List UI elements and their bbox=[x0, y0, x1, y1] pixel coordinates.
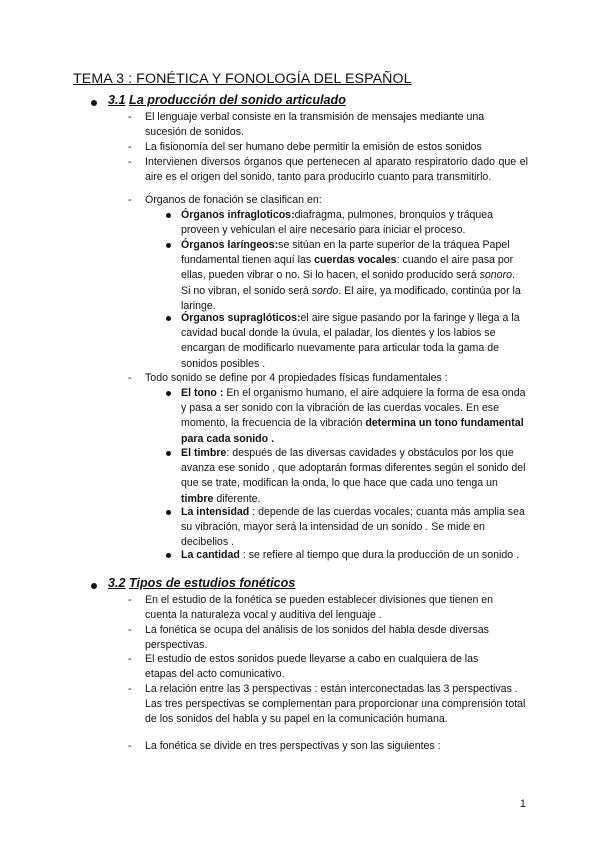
section-bullet bbox=[91, 583, 97, 589]
organ-item bbox=[181, 311, 527, 372]
section-number: 3.1 bbox=[108, 93, 126, 107]
property-emphasis: timbre bbox=[181, 492, 214, 505]
organ-term: Órganos supraglóticos: bbox=[181, 312, 301, 324]
dash-marker: - bbox=[128, 594, 132, 606]
dash-marker: - bbox=[128, 624, 132, 636]
property-term: La cantidad bbox=[181, 549, 240, 561]
property-item bbox=[181, 386, 527, 447]
dash-marker: - bbox=[128, 141, 132, 153]
bullet-dot bbox=[166, 316, 171, 321]
property-term: La intensidad bbox=[181, 506, 250, 518]
organ-item bbox=[181, 238, 525, 314]
section-title: La producción del sonido articulado bbox=[129, 93, 346, 107]
organ-text: diafragma, pulmones, bronquios y tráquea proveen y vehiculan el aire necesario para iniciar el proceso. bbox=[181, 209, 494, 237]
section-title: Tipos de estudios fonéticos bbox=[129, 576, 296, 590]
paragraph: Todo sonido se define por 4 propiedades físicas fundamentales : bbox=[145, 372, 448, 384]
organ-text: el aire sigue pasando por la faringe y llega a la cavidad bucal donde la úvula, el paladar, los dientes y los labios se encargan de modificarlo nuevamente para articular toda la gama de sonidos posibles . bbox=[181, 312, 520, 370]
paragraph: El lenguaje verbal consiste en la transmisión de mensajes mediante una sucesión de sonidos. bbox=[145, 111, 485, 139]
organ-text: . El aire, ya modificado, continúa por la laringe. bbox=[181, 284, 521, 312]
paragraph: Intervienen diversos órganos que pertenecen al aparato respiratorio dado que el aire es el origen del sonido, tanto para producirlo cuanto para transmitirlo. bbox=[145, 156, 528, 184]
property-text: En el organismo humano, el aire adquiere la forma de esa onda y pasa a ser sonido con la vibración de las cuerdas vocales. En ese momento, la frecuencia de la vibración bbox=[181, 387, 526, 430]
property-term: El tono : bbox=[181, 387, 224, 399]
page-title: TEMA 3 : FONÉTICA Y FONOLOGÍA DEL ESPAÑOL bbox=[73, 71, 412, 87]
paragraph: La fisionomía del ser humano debe permitir la emisión de estos sonidos bbox=[145, 141, 482, 153]
property-emphasis: determina un tono fundamental para cada sonido . bbox=[181, 417, 524, 445]
paragraph: Órganos de fonación se clasifican en: bbox=[145, 194, 322, 206]
property-item bbox=[181, 446, 527, 507]
dash-marker: - bbox=[128, 740, 132, 752]
property-item bbox=[181, 505, 527, 551]
bullet-dot bbox=[166, 213, 171, 218]
property-term: El timbre bbox=[181, 447, 227, 459]
bullet-dot bbox=[166, 243, 171, 248]
dash-marker: - bbox=[128, 156, 132, 168]
property-text: diferente. bbox=[213, 492, 261, 505]
property-item bbox=[181, 548, 527, 563]
bullet-dot bbox=[166, 451, 171, 456]
bullet-dot bbox=[166, 510, 171, 515]
dash-marker: - bbox=[128, 372, 132, 384]
paragraph: El estudio de estos sonidos puede llevarse a cabo en cualquiera de las etapas del acto comunicativo. bbox=[145, 653, 479, 681]
dash-marker: - bbox=[128, 194, 132, 206]
dash-marker: - bbox=[128, 683, 132, 695]
paragraph: La fonética se ocupa del análisis de los sonidos del habla desde diversas perspectivas. bbox=[145, 624, 489, 652]
paragraph: La fonética se divide en tres perspectivas y son las siguientes : bbox=[145, 740, 441, 752]
section-number: 3.2 bbox=[108, 576, 126, 590]
organ-emphasis: cuerdas vocales bbox=[314, 254, 397, 267]
paragraph: La relación entre las 3 perspectivas : están interconectadas las 3 perspectivas . Las tres perspectivas se complementan para proporcionar una comprensión total de los sonidos del habla y su papel en la comunicación humana. bbox=[145, 683, 526, 726]
organ-item bbox=[181, 208, 519, 238]
organ-text: : cuando el aire pasa por ellas, pueden vibrar o no. Si lo hacen, el sonido producido será bbox=[181, 254, 514, 282]
page-number: 1 bbox=[520, 798, 526, 810]
property-text: : se refiere al tiempo que dura la producción de un sonido . bbox=[239, 549, 520, 561]
organ-text: se sitúan en la parte superior de la tráquea Papel fundamental tienen aquí las bbox=[181, 239, 510, 267]
paragraph: En el estudio de la fonética se pueden establecer divisiones que tienen en cuenta la naturaleza vocal y auditiva del lenguaje . bbox=[145, 594, 494, 622]
organ-italic: sonoro bbox=[479, 269, 512, 282]
organ-term: Órganos infragloticos: bbox=[181, 209, 295, 221]
section-heading-3-2 bbox=[108, 576, 295, 590]
organ-text: . Si no vibran, el sonido será bbox=[181, 269, 515, 297]
organ-term: Órganos laríngeos: bbox=[181, 239, 279, 251]
bullet-dot bbox=[166, 391, 171, 396]
dash-marker: - bbox=[128, 111, 132, 123]
section-heading-3-1 bbox=[108, 93, 346, 107]
property-text: : después de las diversas cavidades y obstáculos por los que avanza ese sonido , que adoptarán formas diferentes según el sonido del que se trate, modifican la onda, lo que hace que cada uno tenga un bbox=[181, 447, 526, 490]
dash-marker: - bbox=[128, 653, 132, 665]
organ-italic: sordo bbox=[311, 284, 339, 297]
bullet-dot bbox=[166, 553, 171, 558]
property-text: : depende de las cuerdas vocales; cuanta más amplia sea su vibración, mayor será la intensidad de un sonido . Se mide en decibelios . bbox=[181, 506, 525, 549]
section-bullet bbox=[91, 100, 97, 106]
